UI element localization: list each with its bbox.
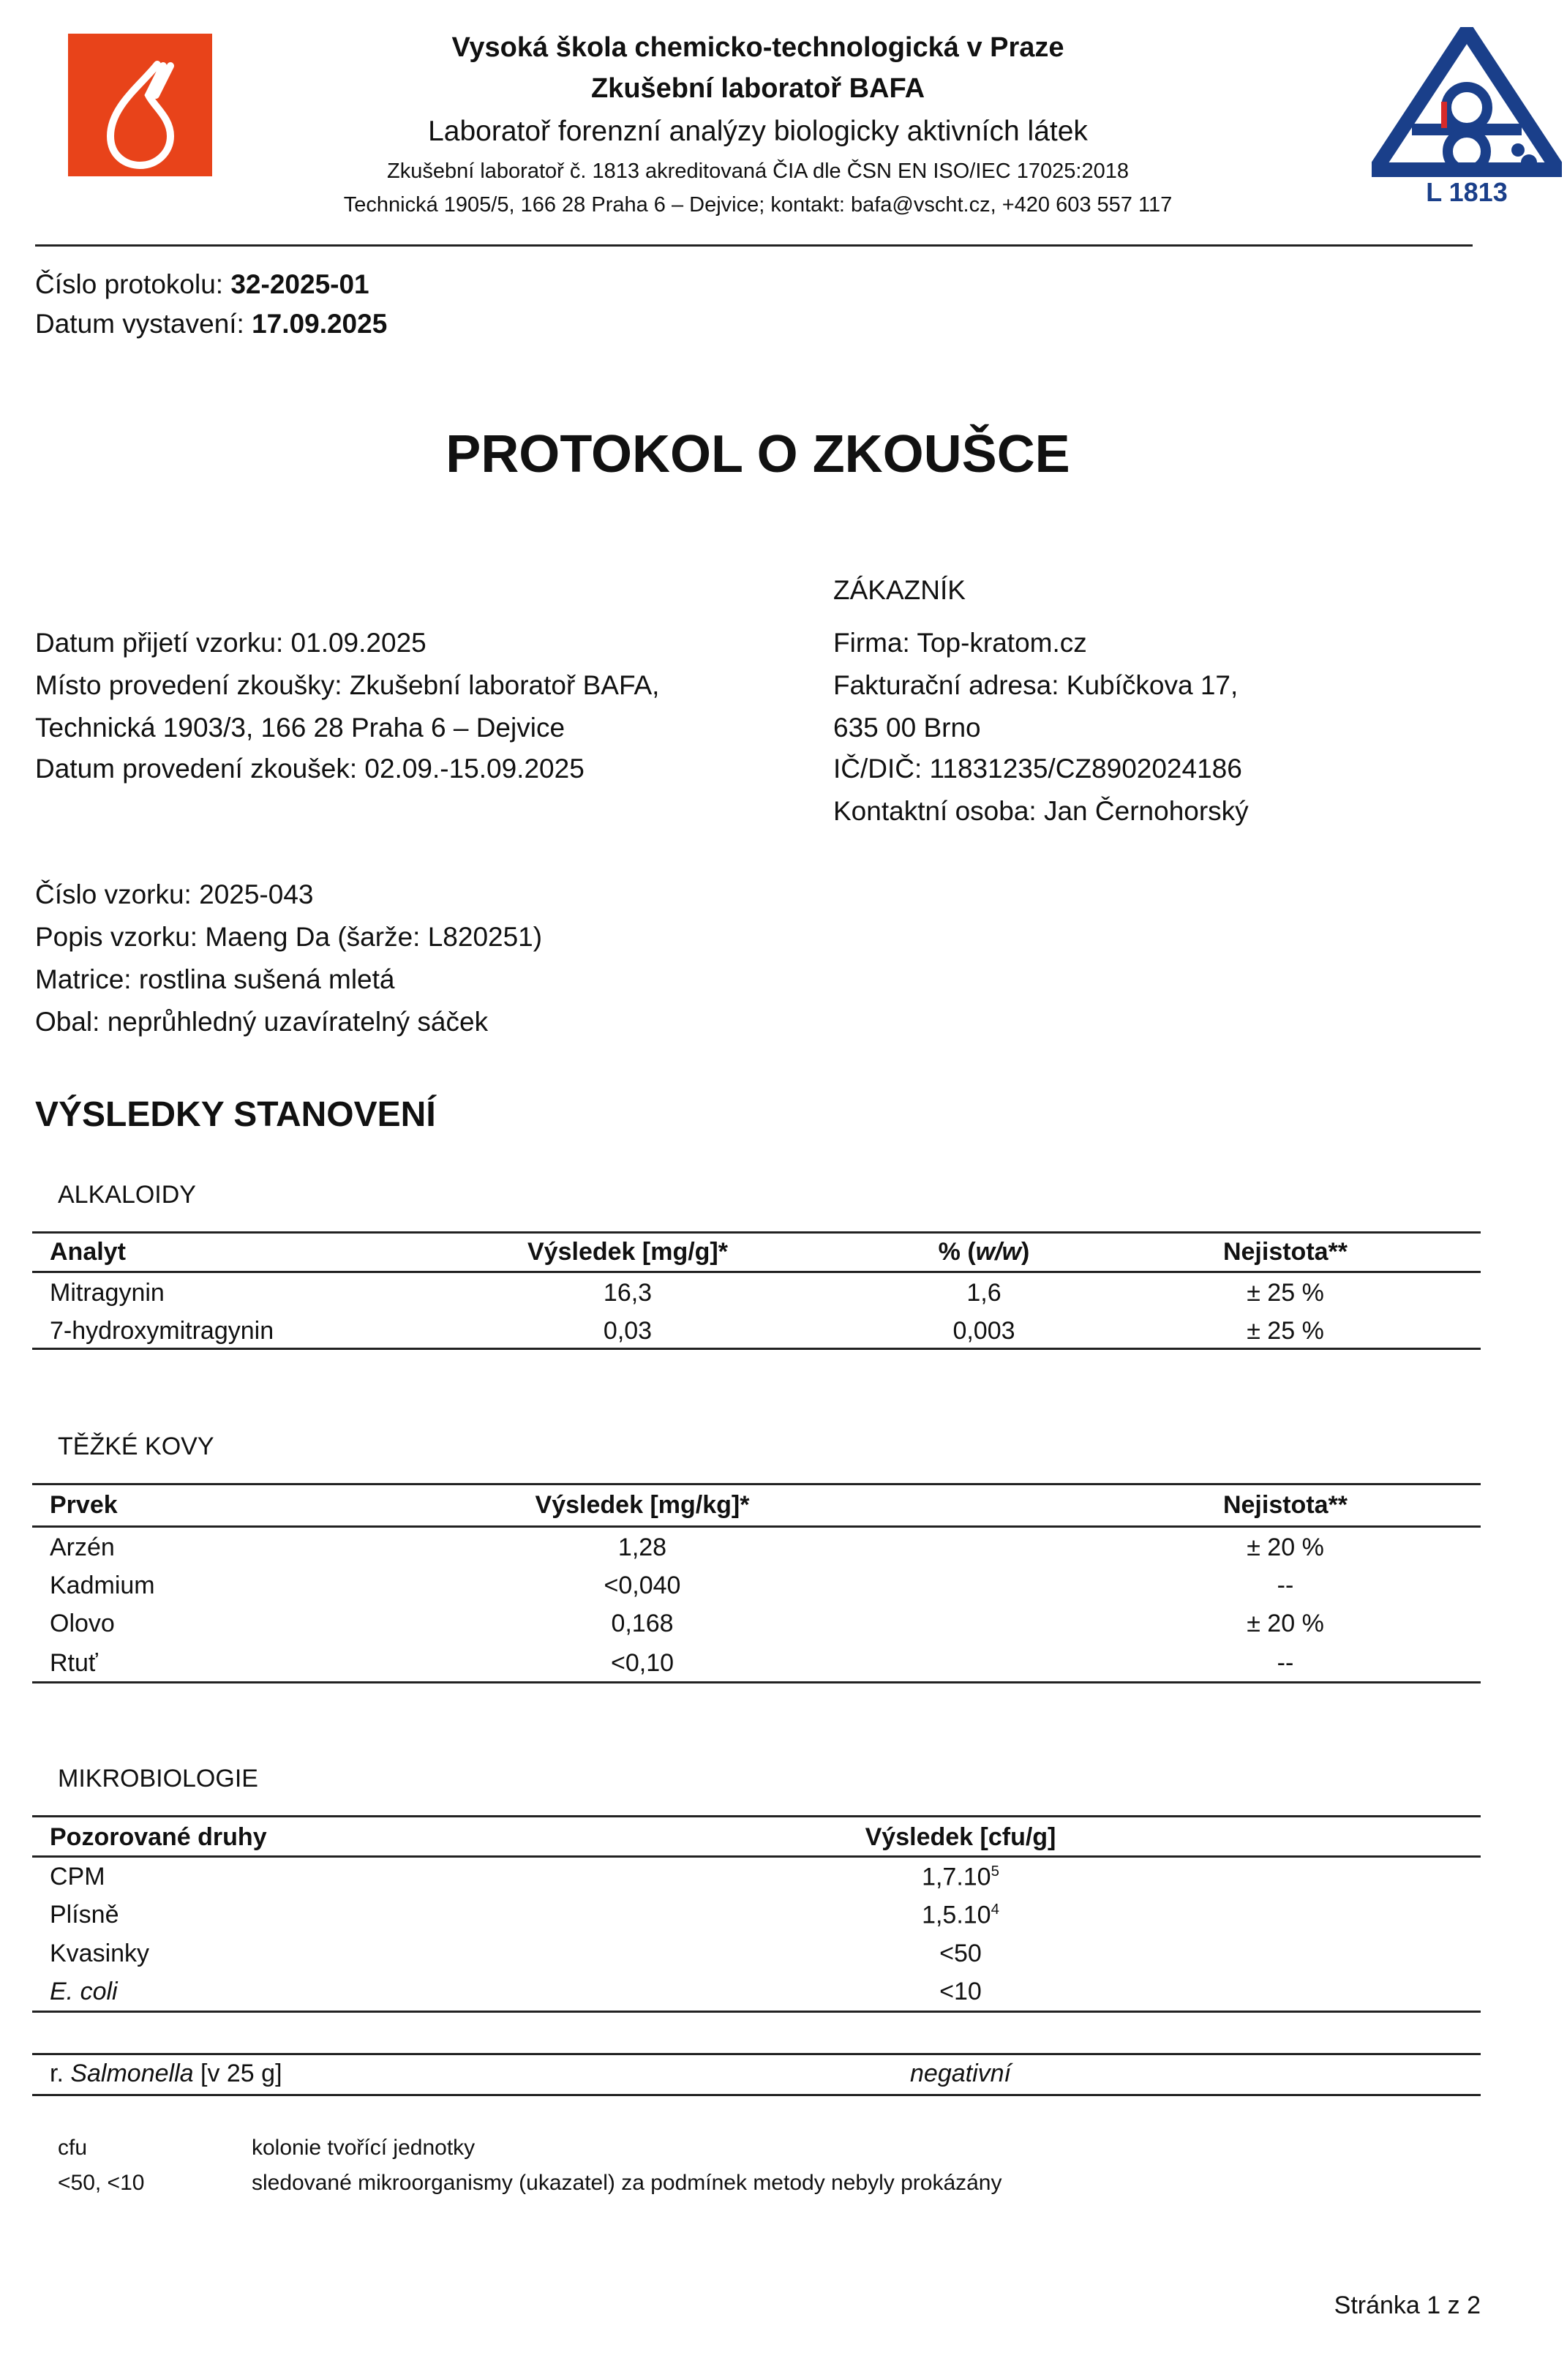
sample-line: Obal: neprůhledný uzavíratelný sáček (35, 1007, 489, 1037)
col-header: Nejistota** (1222, 1238, 1348, 1266)
table-cell: CPM (50, 1863, 105, 1891)
table-cell: Olovo (50, 1610, 115, 1637)
results-heading: VÝSLEDKY STANOVENÍ (35, 1095, 436, 1134)
table-rule (32, 2053, 1481, 2055)
table-cell: Kvasinky (50, 1940, 150, 1967)
receipt-line: Datum přijetí vzorku: 01.09.2025 (35, 628, 426, 658)
table-rule (32, 1483, 1481, 1485)
table-cell: <0,10 (610, 1649, 674, 1677)
receipt-line: Místo provedení zkoušky: Zkušební laboratoř BAFA, (35, 670, 660, 700)
col-header: Nejistota** (1222, 1491, 1348, 1519)
accreditation-text: Zkušební laboratoř č. 1813 akreditovaná ČIA dle ČSN EN ISO/IEC 17025:2018 (387, 159, 1129, 183)
table-rule (32, 1681, 1481, 1683)
customer-line: IČ/DIČ: 11831235/CZ8902024186 (833, 754, 1242, 784)
table-cell: 1,7.10$^5$ (922, 1863, 999, 1891)
table-cell: <0,040 (604, 1572, 681, 1599)
footnote-term: <50, <10 (58, 2171, 145, 2195)
table-cell: 0,03 (603, 1317, 653, 1345)
table-cell: Kadmium (50, 1572, 155, 1599)
svg-text:L 1813: L 1813 (1426, 177, 1508, 206)
table-rule (32, 1525, 1481, 1528)
table-cell: ± 25 % (1247, 1279, 1324, 1307)
table-cell: Arzén (50, 1534, 115, 1561)
vscht-logo (68, 34, 212, 176)
table-cell: Plísně (50, 1901, 119, 1929)
col-header: Pozorované druhy (50, 1823, 267, 1851)
salmonella-result: negativní (910, 2060, 1011, 2087)
micro-title: MIKROBIOLOGIE (58, 1765, 258, 1792)
table-cell: -- (1277, 1572, 1294, 1599)
lab-name: Zkušební laboratoř BAFA (590, 73, 925, 104)
salmonella-label: r. Salmonella [v 25 g] (50, 2060, 282, 2087)
table-cell: ± 20 % (1247, 1534, 1324, 1561)
table-rule (32, 1271, 1481, 1273)
table-rule (32, 2011, 1481, 2013)
table-cell: Mitragynin (50, 1279, 165, 1307)
sample-line: Číslo vzorku: 2025-043 (35, 879, 314, 909)
table-cell: 0,168 (611, 1610, 674, 1637)
col-header: Výsledek [cfu/g] (865, 1823, 1056, 1851)
page-number: Stránka 1 z 2 (1334, 2291, 1481, 2319)
footnote-definition: kolonie tvořící jednotky (252, 2136, 476, 2160)
col-header: Prvek (50, 1491, 118, 1519)
customer-line: Firma: Top-kratom.cz (833, 628, 1087, 658)
table-rule (32, 1855, 1481, 1858)
table-cell: <50 (939, 1940, 982, 1967)
col-header: % (w/w) (938, 1238, 1030, 1266)
col-header: Výsledek [mg/g]* (527, 1238, 728, 1266)
table-rule (32, 1348, 1481, 1350)
table-cell: <10 (939, 1978, 982, 2005)
footnote-definition: sledované mikroorganismy (ukazatel) za podmínek metody nebyly prokázány (252, 2171, 1002, 2195)
receipt-line: Technická 1903/3, 166 28 Praha 6 – Dejvice (35, 713, 565, 743)
table-cell: 7-hydroxymitragynin (50, 1317, 274, 1345)
table-cell: -- (1277, 1649, 1294, 1677)
table-rule (32, 1815, 1481, 1817)
table-rule (32, 1231, 1481, 1234)
cia-accreditation-logo (1372, 27, 1562, 206)
alkaloids-title: ALKALOIDY (58, 1181, 196, 1209)
issue-date: Datum vystavení: 17.09.2025 (35, 309, 388, 339)
receipt-line: Datum provedení zkoušek: 02.09.-15.09.2025 (35, 754, 585, 784)
customer-line: Kontaktní osoba: Jan Černohorský (833, 796, 1249, 826)
table-cell: ± 25 % (1247, 1317, 1324, 1345)
customer-line: 635 00 Brno (833, 713, 981, 743)
col-header: Výsledek [mg/kg]* (535, 1491, 750, 1519)
customer-heading: ZÁKAZNÍK (833, 575, 966, 605)
table-cell: 0,003 (952, 1317, 1015, 1345)
customer-line: Fakturační adresa: Kubíčkova 17, (833, 670, 1239, 700)
table-cell: Rtuť (50, 1649, 98, 1677)
table-cell: 1,5.10$^4$ (922, 1901, 999, 1929)
sample-line: Matrice: rostlina sušená mletá (35, 964, 395, 994)
department-name: Laboratoř forenzní analýzy biologicky aktivních látek (428, 116, 1088, 147)
page-title: PROTOKOL O ZKOUŠCE (446, 425, 1070, 484)
header-divider (35, 244, 1473, 247)
protocol-number: Číslo protokolu: 32-2025-01 (35, 269, 369, 299)
table-cell: 1,28 (617, 1534, 667, 1561)
table-cell: ± 20 % (1247, 1610, 1324, 1637)
footnote-term: cfu (58, 2136, 88, 2160)
university-name: Vysoká škola chemicko-technologická v Praze (451, 32, 1064, 63)
table-rule (32, 2094, 1481, 2096)
col-header: Analyt (50, 1238, 126, 1266)
table-cell: 16,3 (603, 1279, 653, 1307)
sample-line: Popis vzorku: Maeng Da (šarže: L820251) (35, 922, 543, 952)
table-cell: 1,6 (966, 1279, 1002, 1307)
contact-text: Technická 1905/5, 166 28 Praha 6 – Dejvice; kontakt: bafa@vscht.cz, +420 603 557 117 (343, 193, 1173, 217)
metals-title: TĚŽKÉ KOVY (58, 1433, 214, 1460)
table-cell: E. coli (50, 1978, 118, 2005)
